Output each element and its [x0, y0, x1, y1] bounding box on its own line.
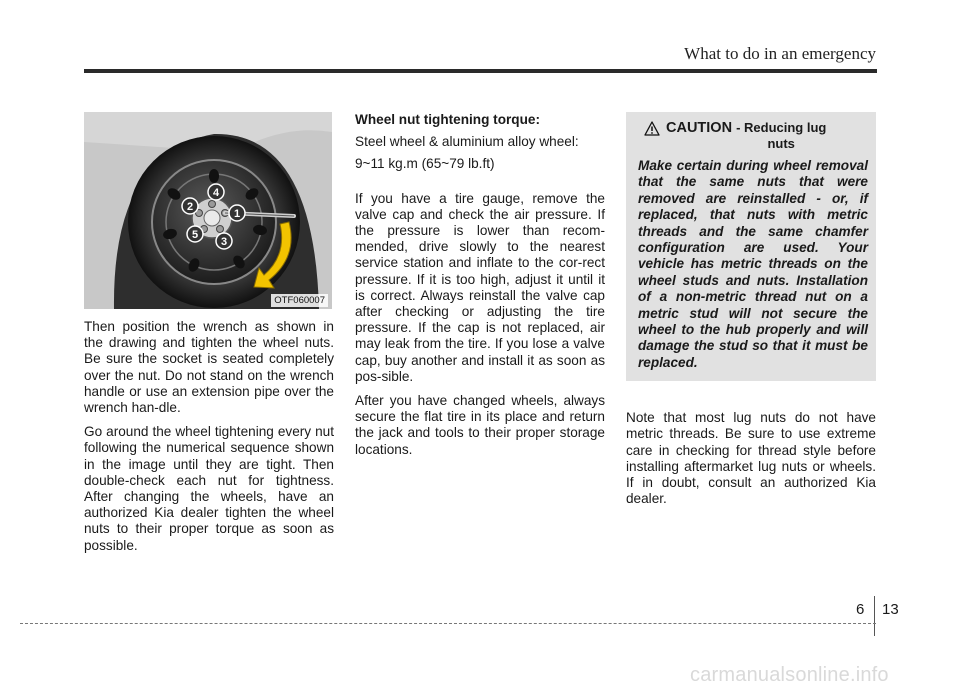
figure-code: OTF060007 [271, 294, 328, 307]
torque-wheel-type: Steel wheel & aluminium alloy wheel: [355, 134, 579, 150]
column-1 [84, 112, 334, 554]
column-2 [355, 112, 605, 458]
section-title: What to do in an emergency [684, 44, 876, 63]
chapter-number: 6 [856, 601, 865, 618]
caution-subtitle-line1: - Reducing lug [736, 120, 827, 135]
body-paragraph: After you have changed wheels, always secure the flat tire in its place and return the jack and tools to their proper storage locations. [355, 393, 605, 457]
warning-triangle-icon [644, 121, 660, 136]
torque-value: 9~11 kg.m (65~79 lb.ft) [355, 156, 495, 172]
body-paragraph: If you have a tire gauge, remove the valve cap and check the air pressure. If the pressure is lower than recom-mended, drive slowly to the nearest service station and inflate to the cor-rect pressure. If it is too high, adjust it until it is correct. Always reinstall the valve cap after checking or adjusting the tire pressure. If the cap is not replaced, air may leak from the tire. If you lose a valve cap, buy another and install it as soon as pos-sible. [355, 190, 605, 384]
caution-title: CAUTION [666, 120, 733, 136]
caution-header [638, 120, 868, 152]
caution-body: Make certain during wheel removal that the same nuts that were removed are reinstalled - or, if replaced, that nuts with metric threads and the same chamfer configuration are used. Your vehicle has metric threads on the wheel studs and nuts. Installation of a non-metric thread nut on a metric stud will not secure the wheel to the hub properly and will damage the stud so that it must be replaced. [638, 158, 868, 370]
footer-rule [20, 623, 876, 625]
page-number-separator [874, 596, 875, 636]
nut-label-3-text: 3 [220, 236, 228, 248]
page-number: 13 [882, 601, 899, 618]
nut-label-4-text: 4 [212, 187, 220, 199]
nut-label-5-text: 5 [191, 229, 199, 241]
caution-subtitle [736, 120, 826, 152]
wheel-drawing [84, 112, 332, 309]
wheel-illustration [84, 112, 332, 309]
column-3 [626, 112, 876, 508]
nut-label-2-text: 2 [186, 201, 194, 213]
watermark: carmanualsonline.info [690, 664, 889, 686]
nut-label-1-text: 1 [233, 208, 241, 220]
caution-subtitle-line2: nuts [767, 136, 795, 151]
caution-box [626, 112, 876, 381]
instruction-paragraph: Then position the wrench as shown in the drawing and tighten the wheel nuts. Be sure the socket is seated completely over the nut. Do not stand on the wrench handle or use an extension pipe over the wrench han-dle. [84, 319, 334, 416]
note-paragraph: Note that most lug nuts do not have metric threads. Be sure to use extreme care in checking for thread style before installing aftermarket lug nuts or wheels. If in doubt, consult an authorized Kia dealer. [626, 410, 876, 507]
header-rule [84, 69, 877, 73]
instruction-paragraph: Go around the wheel tightening every nut following the numerical sequence shown in the image until they are tight. Then double-check each nut for tightness. After changing the wheels, have an authorized Kia dealer tighten the wheel nuts to their proper torque as soon as possible. [84, 424, 334, 553]
torque-heading: Wheel nut tightening torque: [355, 112, 540, 127]
